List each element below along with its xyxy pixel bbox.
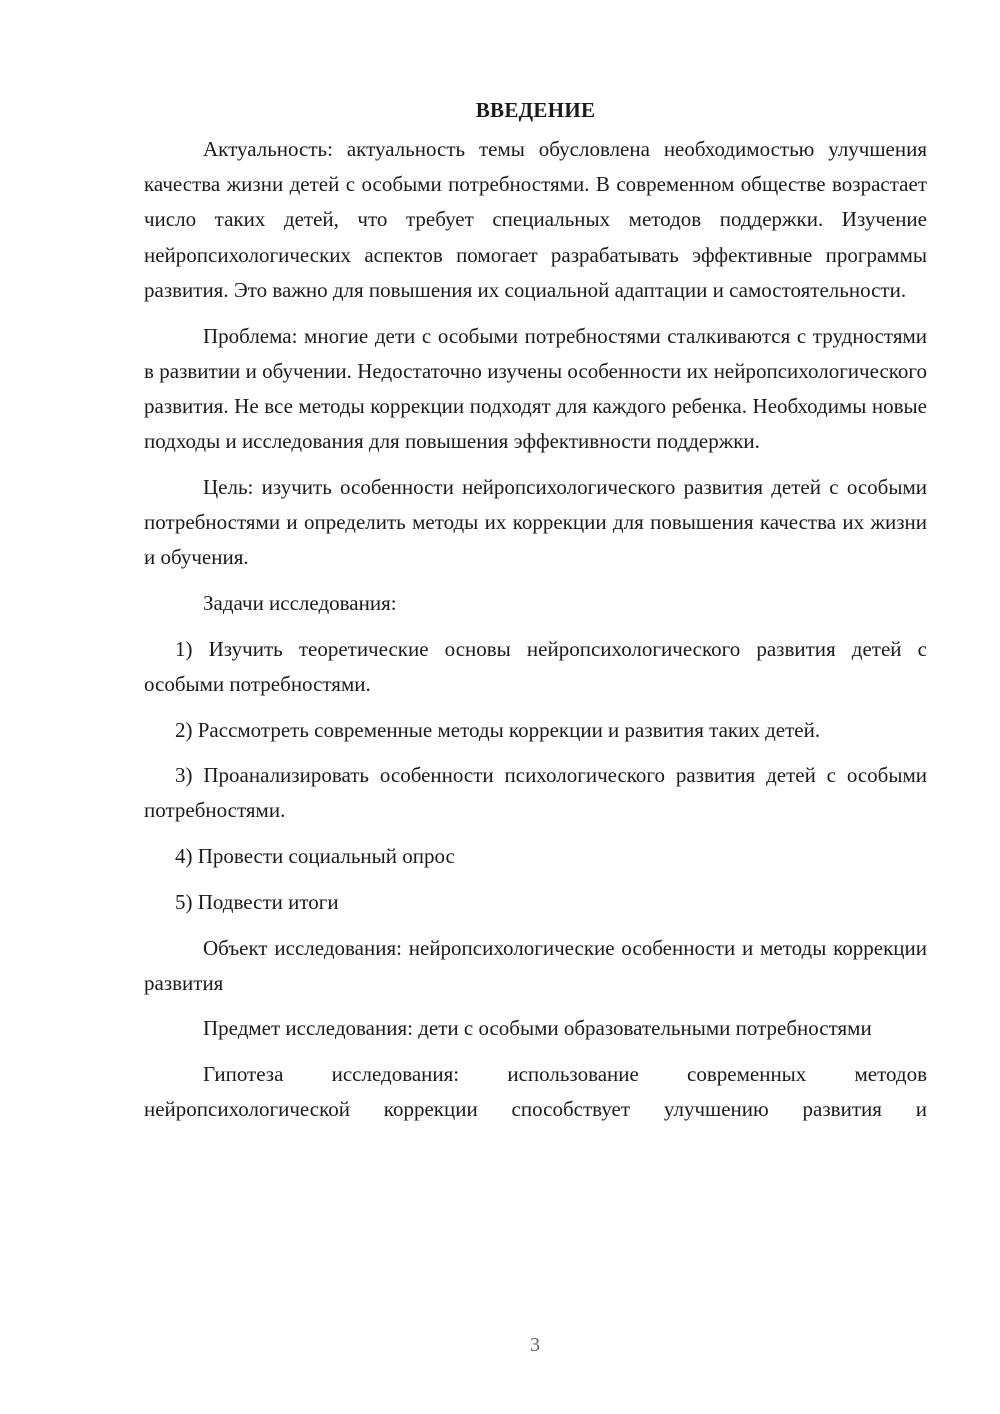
paragraph-hypothesis: Гипотеза исследования: использование современных методов нейропсихологической коррекции способствует улучшению развития и xyxy=(144,1062,927,1122)
task-item: 3) Проанализировать особенности психологического развития детей с особыми потребностями. xyxy=(144,763,927,823)
task-item: 4) Провести социальный опрос xyxy=(175,844,455,869)
task-item: 5) Подвести итоги xyxy=(175,889,339,914)
task-item: 2) Рассмотреть современные методы коррекции и развития таких детей. xyxy=(175,717,821,742)
paragraph-tasks-intro: Задачи исследования: xyxy=(203,590,397,615)
paragraph-relevance: Актуальность: актуальность темы обусловлена необходимостью улучшения качества жизни детей с особыми потребностями. В современном обществе возрастает число таких детей, что требует специальных методов поддержки. Изучение нейропсихологических аспектов помогает разрабатывать эффективные программы развития. Это важно для повышения их социальной адаптации и самостоятельности. xyxy=(144,137,927,302)
paragraph-problem: Проблема: многие дети с особыми потребностями сталкиваются с трудностями в развитии и обучении. Недостаточно изучены особенности их нейропсихологического развития. Не все методы коррекции подходят для каждого ребенка. Необходимы новые подходы и исследования для повышения эффективности поддержки. xyxy=(144,323,927,454)
page-number: 3 xyxy=(530,1334,540,1356)
task-item: 1) Изучить теоретические основы нейропсихологического развития детей с особыми потребностями. xyxy=(144,636,927,696)
paragraph-subject: Предмет исследования: дети с особыми образовательными потребностями xyxy=(203,1016,872,1041)
section-heading: ВВЕДЕНИЕ xyxy=(475,98,596,122)
paragraph-goal: Цель: изучить особенности нейропсихологического развития детей с особыми потребностями и определить методы их коррекции для повышения качества их жизни и обучения. xyxy=(144,474,927,570)
document-page xyxy=(144,92,927,1128)
paragraph-object: Объект исследования: нейропсихологические особенности и методы коррекции развития xyxy=(144,935,927,995)
